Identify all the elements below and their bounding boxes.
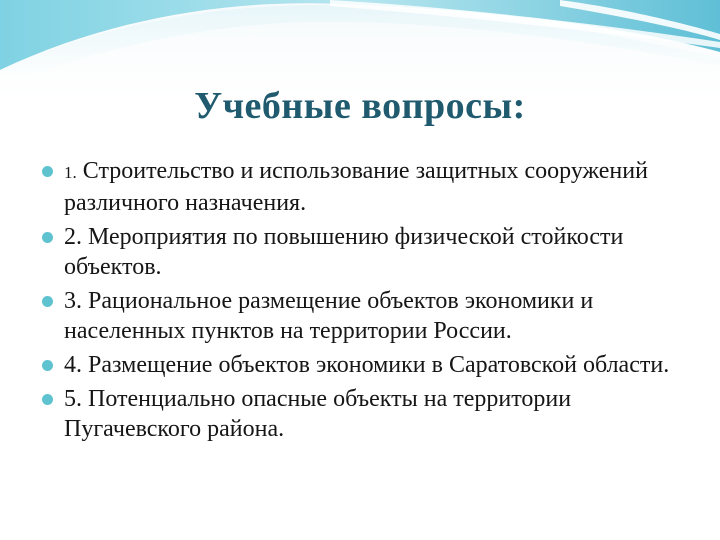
list-item bbox=[40, 222, 700, 282]
bullet-icon bbox=[42, 296, 53, 307]
item-text: Строительство и использование защитных сооружений различного назначения. bbox=[64, 158, 648, 216]
item-text: Рациональное размещение объектов экономики и населенных пунктов на территории России. bbox=[64, 288, 594, 344]
item-number: 1. bbox=[64, 163, 77, 182]
item-number: 3. bbox=[64, 288, 82, 314]
item-text: Мероприятия по повышению физической стойкости объектов. bbox=[64, 224, 624, 280]
bullet-icon bbox=[42, 360, 53, 371]
item-number: 2. bbox=[64, 224, 82, 250]
list-item bbox=[40, 156, 700, 218]
bullet-icon bbox=[42, 166, 53, 177]
item-text: Потенциально опасные объекты на территории Пугачевского района. bbox=[64, 386, 572, 442]
slide-title: Учебные вопросы: bbox=[194, 85, 526, 127]
item-number: 4. bbox=[64, 352, 82, 378]
bullet-icon bbox=[42, 232, 53, 243]
item-text: Размещение объектов экономики в Саратовской области. bbox=[82, 352, 670, 378]
list-item bbox=[40, 286, 700, 346]
list-item bbox=[40, 384, 700, 444]
list-item bbox=[40, 350, 700, 380]
item-number: 5. bbox=[64, 386, 82, 412]
questions-list bbox=[40, 156, 700, 448]
bullet-icon bbox=[42, 394, 53, 405]
